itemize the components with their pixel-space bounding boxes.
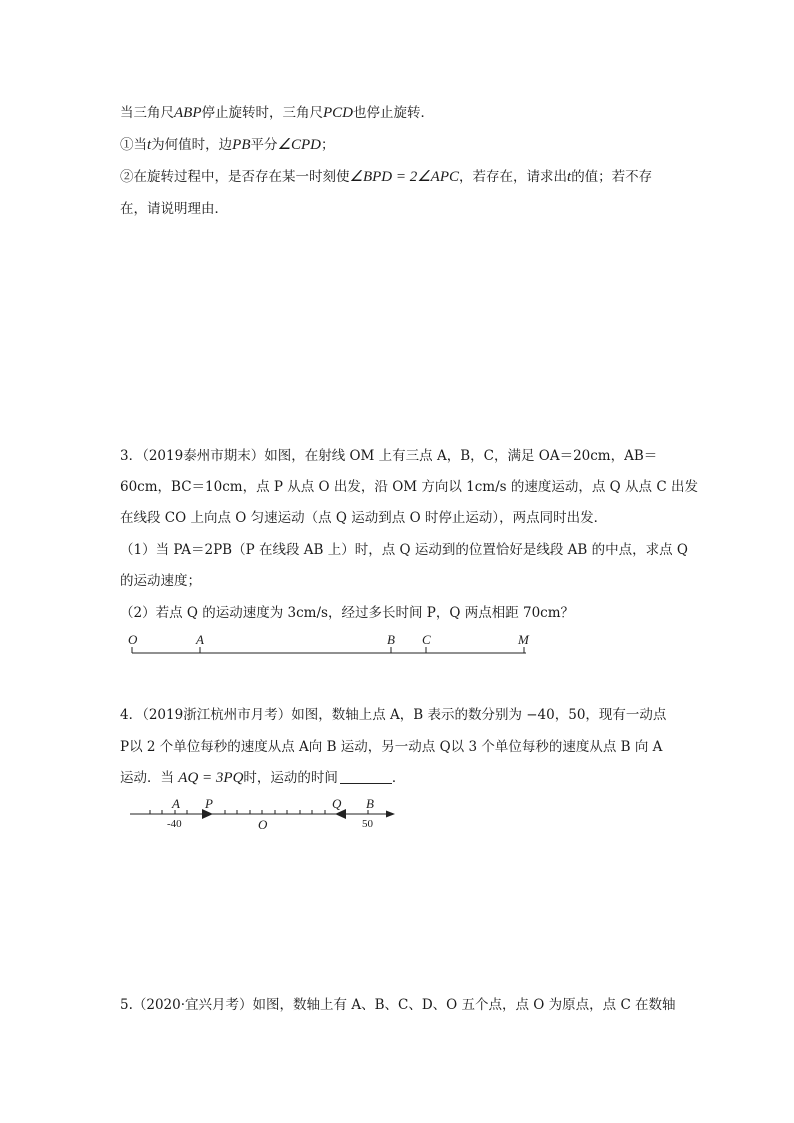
- q3-line-2: 60cm，BC＝10cm，点 P 从点 O 出发，沿 OM 方向以 1cm/s 的速度运动，点 Q 从点 C 出发: [120, 479, 698, 495]
- num-50: 50: [362, 818, 373, 830]
- label-b: B: [366, 796, 374, 811]
- q3-line-3: 在线段 CO 上向点 O 匀速运动（点 Q 运动到点 O 时停止运动），两点同时出发．: [120, 510, 608, 526]
- q4-line-2: P以 2 个单位每秒的速度从点 A向 B 运动，另一动点 Q以 3 个单位每秒的速度从点 B 向 A: [120, 739, 663, 755]
- label-a: A: [196, 632, 204, 647]
- label-c: C: [422, 632, 431, 647]
- axis-arrow-icon: [386, 811, 395, 818]
- label-o: O: [128, 632, 138, 647]
- q3-line-1: 3．（2019泰州市期末）如图，在射线 OM 上有三点 A，B，C，满足 OA＝20cm，AB＝: [120, 448, 658, 464]
- label-a: A: [172, 796, 180, 811]
- q3-line-4: （1）当 PA＝2PB（P 在线段 AB 上）时，点 Q 运动到的位置恰好是线段 AB 的中点，求点 Q: [120, 542, 688, 558]
- q3-line-6: （2）若点 Q 的运动速度为 3cm/s，经过多长时间 P，Q 两点相距 70cm？: [120, 605, 575, 621]
- q5-line-1: 5.（2020·宜兴月考）如图，数轴上有 A、B、C、D、O 五个点，点 O 为原点，点 C 在数轴: [120, 997, 676, 1013]
- label-b: B: [387, 632, 395, 647]
- p2-line-2: ①当t为何值时，边PB平分∠CPD；: [120, 137, 335, 153]
- answer-blank[interactable]: [340, 769, 392, 784]
- label-m: M: [518, 632, 529, 647]
- label-p: P: [205, 796, 213, 811]
- q4-number-line-figure: [125, 796, 405, 836]
- q4-line-1: 4．（2019浙江杭州市月考）如图，数轴上点 A，B 表示的数分别为 −40，50，现有一动点: [120, 707, 667, 723]
- q3-ray-figure: [120, 630, 540, 662]
- label-q: Q: [332, 796, 342, 811]
- p2-line-3: ②在旋转过程中，是否存在某一时刻使∠BPD = 2∠APC，若存在，请求出t的值；若不存: [120, 169, 653, 185]
- p2-line-1: 当三角尺ABP停止旋转时，三角尺PCD也停止旋转．: [120, 105, 434, 121]
- q4-line-3: 运动．当 AQ = 3PQ时，运动的时间 ．: [120, 770, 406, 786]
- q3-line-5: 的运动速度；: [120, 573, 201, 589]
- p2-line-4: 在，请说明理由．: [120, 201, 228, 217]
- label-o: O: [258, 817, 268, 832]
- num-neg40: -40: [167, 818, 182, 830]
